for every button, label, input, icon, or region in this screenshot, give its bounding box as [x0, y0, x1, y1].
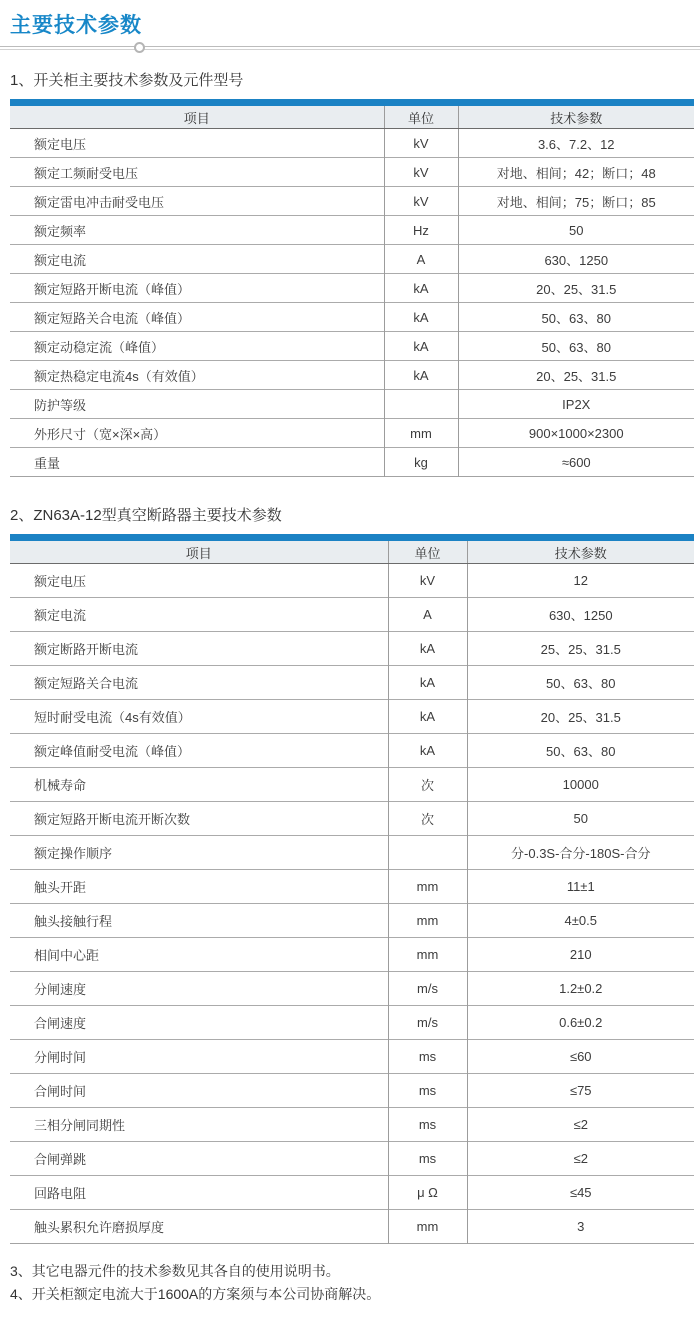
unit-cell: ms	[388, 1040, 467, 1074]
param-name-cell: 额定电压	[34, 136, 87, 152]
unit-cell: μ Ω	[388, 1176, 467, 1210]
table-header-row	[10, 538, 694, 564]
value-cell: 50	[467, 802, 694, 836]
value-cell: 11±1	[467, 870, 694, 904]
param-name-cell: 额定热稳定电流4s（有效值）	[10, 361, 384, 390]
unit-cell: m/s	[388, 972, 467, 1006]
param-name-cell: 额定电流	[10, 598, 388, 632]
value-cell: 50、63、80	[467, 734, 694, 768]
table-row	[10, 361, 694, 390]
param-name-cell: 额定雷电冲击耐受电压	[10, 187, 384, 216]
table-row	[10, 1176, 694, 1210]
unit-cell: kA	[384, 361, 458, 390]
value-cell: ≤60	[467, 1040, 694, 1074]
unit-cell: ms	[388, 1074, 467, 1108]
value-cell: 20、25、31.5	[458, 361, 694, 390]
table-row	[10, 870, 694, 904]
breaker-parameters-table	[10, 534, 694, 1244]
table-row	[10, 836, 694, 870]
unit-cell: A	[388, 598, 467, 632]
section-2-heading: 2、ZN63A-12型真空断路器主要技术参数	[10, 507, 282, 524]
table-row	[10, 390, 694, 419]
unit-cell: Hz	[384, 216, 458, 245]
param-name-cell: 额定操作顺序	[10, 836, 388, 870]
unit-cell: kA	[384, 332, 458, 361]
param-name-cell: 额定短路关合电流	[10, 666, 388, 700]
unit-cell: kg	[384, 448, 458, 477]
footnotes	[10, 1260, 700, 1306]
table-row	[10, 187, 694, 216]
value-cell: IP2X	[458, 390, 694, 419]
value-cell: 分-0.3S-合分-180S-合分	[467, 836, 694, 870]
value-cell: 1.2±0.2	[467, 972, 694, 1006]
column-header: 项目	[10, 103, 384, 129]
unit-cell: A	[384, 245, 458, 274]
unit-cell	[388, 836, 467, 870]
param-name-cell: 触头累积允许磨损厚度	[10, 1210, 388, 1244]
unit-cell: kA	[388, 632, 467, 666]
page-title: 主要技术参数	[10, 14, 142, 37]
unit-cell: m/s	[388, 1006, 467, 1040]
unit-cell: ms	[388, 1108, 467, 1142]
value-cell: 20、25、31.5	[458, 274, 694, 303]
param-name-cell: 额定短路开断电流（峰值）	[10, 274, 384, 303]
table-row	[10, 129, 694, 158]
value-cell: 210	[467, 938, 694, 972]
param-name-cell: 额定工频耐受电压	[10, 158, 384, 187]
param-name-cell: 额定频率	[10, 216, 384, 245]
table-row	[10, 1108, 694, 1142]
value-cell: 50、63、80	[458, 303, 694, 332]
table-row	[10, 768, 694, 802]
table-row	[10, 598, 694, 632]
table-row	[10, 245, 694, 274]
title-divider	[0, 46, 700, 50]
param-name-cell: 额定电流	[10, 245, 384, 274]
value-cell: 12	[467, 564, 694, 598]
param-name-cell: 额定断路开断电流	[10, 632, 388, 666]
value-cell: 50、63、80	[458, 332, 694, 361]
param-name-cell: 回路电阻	[10, 1176, 388, 1210]
table-row	[10, 564, 694, 598]
value-cell: 900×1000×2300	[458, 419, 694, 448]
value-cell: ≤45	[467, 1176, 694, 1210]
param-name-cell: 三相分闸同期性	[10, 1108, 388, 1142]
unit-cell: mm	[388, 870, 467, 904]
value-cell: 630、1250	[458, 245, 694, 274]
column-header: 单位	[388, 538, 467, 564]
table-row	[10, 1040, 694, 1074]
table-row	[10, 332, 694, 361]
unit-cell: mm	[388, 938, 467, 972]
value-cell: 对地、相间；75；断口；85	[458, 187, 694, 216]
unit-cell: kV	[384, 158, 458, 187]
value-cell: 3.6、7.2、12	[458, 129, 694, 158]
column-header: 技术参数	[458, 103, 694, 129]
note-item: 3、其它电器元件的技术参数见其各自的使用说明书。	[10, 1263, 340, 1279]
param-name-cell: 防护等级	[10, 390, 384, 419]
unit-cell: mm	[388, 904, 467, 938]
param-name-cell: 合闸时间	[10, 1074, 388, 1108]
value-cell: 50	[458, 216, 694, 245]
param-name-cell: 合闸弹跳	[10, 1142, 388, 1176]
table-row	[10, 632, 694, 666]
table-row	[10, 802, 694, 836]
unit-cell: kV	[384, 129, 458, 158]
table-row	[10, 938, 694, 972]
table-row	[10, 216, 694, 245]
table-row	[10, 904, 694, 938]
unit-cell: kA	[388, 666, 467, 700]
param-name-cell: 重量	[10, 448, 384, 477]
unit-cell: kV	[388, 564, 467, 598]
value-cell: 20、25、31.5	[467, 700, 694, 734]
table-row	[10, 700, 694, 734]
table-row	[10, 972, 694, 1006]
table-row	[10, 1006, 694, 1040]
value-cell: 50、63、80	[467, 666, 694, 700]
value-cell: 0.6±0.2	[467, 1006, 694, 1040]
value-cell: 对地、相间；42；断口；48	[458, 158, 694, 187]
value-cell: ≤2	[467, 1142, 694, 1176]
value-cell: ≤75	[467, 1074, 694, 1108]
unit-cell: 次	[388, 802, 467, 836]
param-name-cell: 额定电压	[34, 574, 87, 589]
param-name-cell: 机械寿命	[10, 768, 388, 802]
table-row	[10, 303, 694, 332]
param-name-cell: 额定峰值耐受电流（峰值）	[10, 734, 388, 768]
unit-cell: mm	[388, 1210, 467, 1244]
table-row	[10, 666, 694, 700]
param-name-cell: 额定短路开断电流开断次数	[10, 802, 388, 836]
value-cell: ≤2	[467, 1108, 694, 1142]
unit-cell: mm	[384, 419, 458, 448]
table-row	[10, 448, 694, 477]
switchgear-parameters-table	[10, 99, 694, 477]
param-name-cell: 触头接触行程	[10, 904, 388, 938]
table-row	[10, 419, 694, 448]
note-item: 4、开关柜额定电流大于1600A的方案须与本公司协商解决。	[10, 1286, 381, 1302]
unit-cell: kA	[384, 274, 458, 303]
table-row	[10, 1142, 694, 1176]
value-cell: 630、1250	[467, 598, 694, 632]
unit-cell: kA	[388, 700, 467, 734]
value-cell: ≈600	[458, 448, 694, 477]
unit-cell: ms	[388, 1142, 467, 1176]
value-cell: 4±0.5	[467, 904, 694, 938]
unit-cell: kA	[388, 734, 467, 768]
table-row	[10, 1074, 694, 1108]
column-header: 项目	[10, 538, 388, 564]
param-name-cell: 额定短路关合电流（峰值）	[10, 303, 384, 332]
unit-cell: kV	[384, 187, 458, 216]
param-name-cell: 额定动稳定流（峰值）	[10, 332, 384, 361]
column-header: 技术参数	[467, 538, 694, 564]
table-row	[10, 158, 694, 187]
table-row	[10, 274, 694, 303]
param-name-cell: 外形尺寸（宽×深×高）	[10, 419, 384, 448]
value-cell: 3	[467, 1210, 694, 1244]
table-header-row	[10, 103, 694, 129]
param-name-cell: 短时耐受电流（4s有效值）	[10, 700, 388, 734]
param-name-cell: 分闸速度	[10, 972, 388, 1006]
divider-knob-icon	[134, 42, 145, 53]
value-cell: 10000	[467, 768, 694, 802]
param-name-cell: 分闸时间	[10, 1040, 388, 1074]
unit-cell	[384, 390, 458, 419]
param-name-cell: 合闸速度	[10, 1006, 388, 1040]
param-name-cell: 触头开距	[10, 870, 388, 904]
table-row	[10, 1210, 694, 1244]
param-name-cell: 相间中心距	[10, 938, 388, 972]
unit-cell: kA	[384, 303, 458, 332]
column-header: 单位	[384, 103, 458, 129]
value-cell: 25、25、31.5	[467, 632, 694, 666]
section-1-heading: 1、开关柜主要技术参数及元件型号	[10, 72, 244, 89]
table-row	[10, 734, 694, 768]
unit-cell: 次	[388, 768, 467, 802]
